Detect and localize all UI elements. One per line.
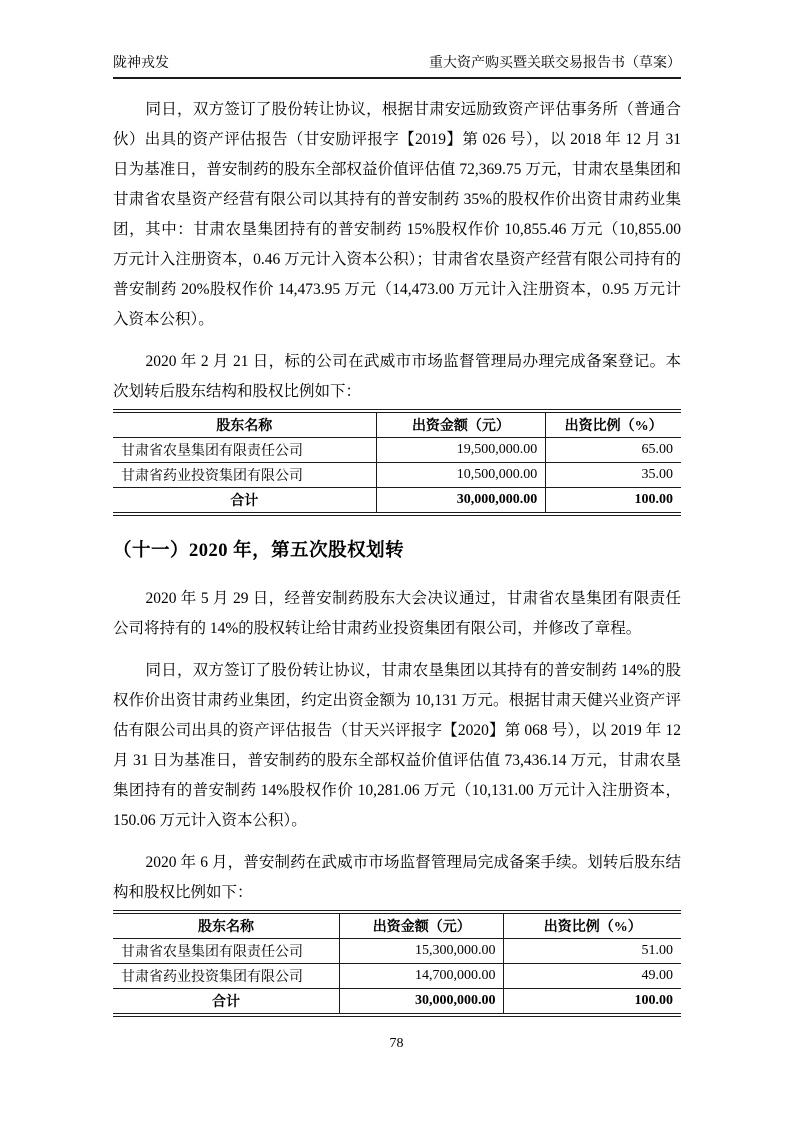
shareholder-name-cell: 甘肃省药业投资集团有限公司 <box>113 463 376 488</box>
table-row <box>113 964 681 989</box>
total-amount-cell: 30,000,000.00 <box>340 989 504 1016</box>
table1-col-header-ratio: 出资比例（%） <box>546 411 681 438</box>
table-total-row <box>113 488 681 515</box>
shareholder-name-cell: 甘肃省农垦集团有限责任公司 <box>113 939 340 964</box>
paragraph-2020-valuation: 同日，双方签订了股份转让协议，甘肃农垦集团以其持有的普安制药 14%的股权作价出资甘肃药业集团，约定出资金额为 10,131 万元。根据甘肃天健兴业资产评估有限公司出具的资产评估报告（甘天兴评报字【2020】第 068 号），以 2019 年 12 月 31 日为基准日，普安制药的股东全部权益价值评估值 73,436.14 万元，甘肃农垦集团持有的普安制药 14%股权作价 10,281.06 万元（10,131.00 万元计入注册资本，150.06 万元计入资本公积）。 <box>113 662 681 829</box>
header-company-name: 陇神戎发 <box>113 56 169 71</box>
page-number: 78 <box>389 1036 404 1051</box>
total-ratio-cell: 100.00 <box>546 488 681 515</box>
total-amount-cell: 30,000,000.00 <box>376 488 546 515</box>
shareholder-name-cell: 甘肃省药业投资集团有限公司 <box>113 964 340 989</box>
shareholder-table-2 <box>113 910 681 1017</box>
amount-cell: 19,500,000.00 <box>376 438 546 463</box>
ratio-cell: 49.00 <box>504 964 681 989</box>
header-report-title: 重大资产购买暨关联交易报告书（草案） <box>429 56 681 71</box>
section-heading-eleventh-transfer: （十一）2020 年，第五次股权划转 <box>113 541 405 561</box>
total-ratio-cell: 100.00 <box>504 989 681 1016</box>
total-label-cell: 合计 <box>230 494 259 509</box>
paragraph-2019-share-transfer: 同日，双方签订了股份转让协议，根据甘肃安远励致资产评估事务所（普通合伙）出具的资产评估报告（甘安励评报字【2019】第 026 号），以 2018 年 12 月 31 日为基准日，普安制药的股东全部权益价值评估值 72,369.75 万元，甘肃农垦集团和甘肃省农垦资产经营有限公司以其持有的普安制药 35%的股权作价出资甘肃药业集团，其中：甘肃农垦集团持有的普安制药 15%股权作价 10,855.46 万元（10,855.00 万元计入注册资本，0.46 万元计入资本公积）；甘肃省农垦资产经营有限公司持有的普安制药 20%股权作价 14,473.95 万元（14,473.00 万元计入注册资本，0.95 万元计入资本公积）。 <box>113 101 681 328</box>
ratio-cell: 65.00 <box>546 438 681 463</box>
table2-col-header-shareholder: 股东名称 <box>113 912 340 939</box>
table-row <box>113 463 681 488</box>
table2-header-row <box>113 912 681 939</box>
amount-cell: 14,700,000.00 <box>340 964 504 989</box>
table1-col-header-shareholder: 股东名称 <box>113 411 376 438</box>
ratio-cell: 35.00 <box>546 463 681 488</box>
table-total-row <box>113 989 681 1016</box>
shareholder-table-1 <box>113 409 681 516</box>
total-label-cell: 合计 <box>212 995 241 1010</box>
document-body <box>113 95 681 1017</box>
table2-col-header-ratio: 出资比例（%） <box>504 912 681 939</box>
page-footer <box>0 1036 793 1052</box>
paragraph-2020-resolution: 2020 年 5 月 29 日，经普安制药股东大会决议通过，甘肃省农垦集团有限责任公司将持有的 14%的股权转让给甘肃药业投资集团有限公司，并修改了章程。 <box>113 590 681 637</box>
paragraph-2020-registration: 2020 年 2 月 21 日，标的公司在武威市市场监督管理局办理完成备案登记。本次划转后股东结构和股权比例如下： <box>113 353 681 400</box>
ratio-cell: 51.00 <box>504 939 681 964</box>
table1-header-row <box>113 411 681 438</box>
table-row <box>113 939 681 964</box>
amount-cell: 10,500,000.00 <box>376 463 546 488</box>
table-row <box>113 438 681 463</box>
shareholder-name-cell: 甘肃省农垦集团有限责任公司 <box>113 438 376 463</box>
paragraph-2020-filing: 2020 年 6 月，普安制药在武威市市场监督管理局完成备案手续。划转后股东结构和股权比例如下： <box>113 854 681 901</box>
document-header <box>113 52 681 79</box>
table2-col-header-amount: 出资金额（元） <box>340 912 504 939</box>
amount-cell: 15,300,000.00 <box>340 939 504 964</box>
table1-col-header-amount: 出资金额（元） <box>376 411 546 438</box>
